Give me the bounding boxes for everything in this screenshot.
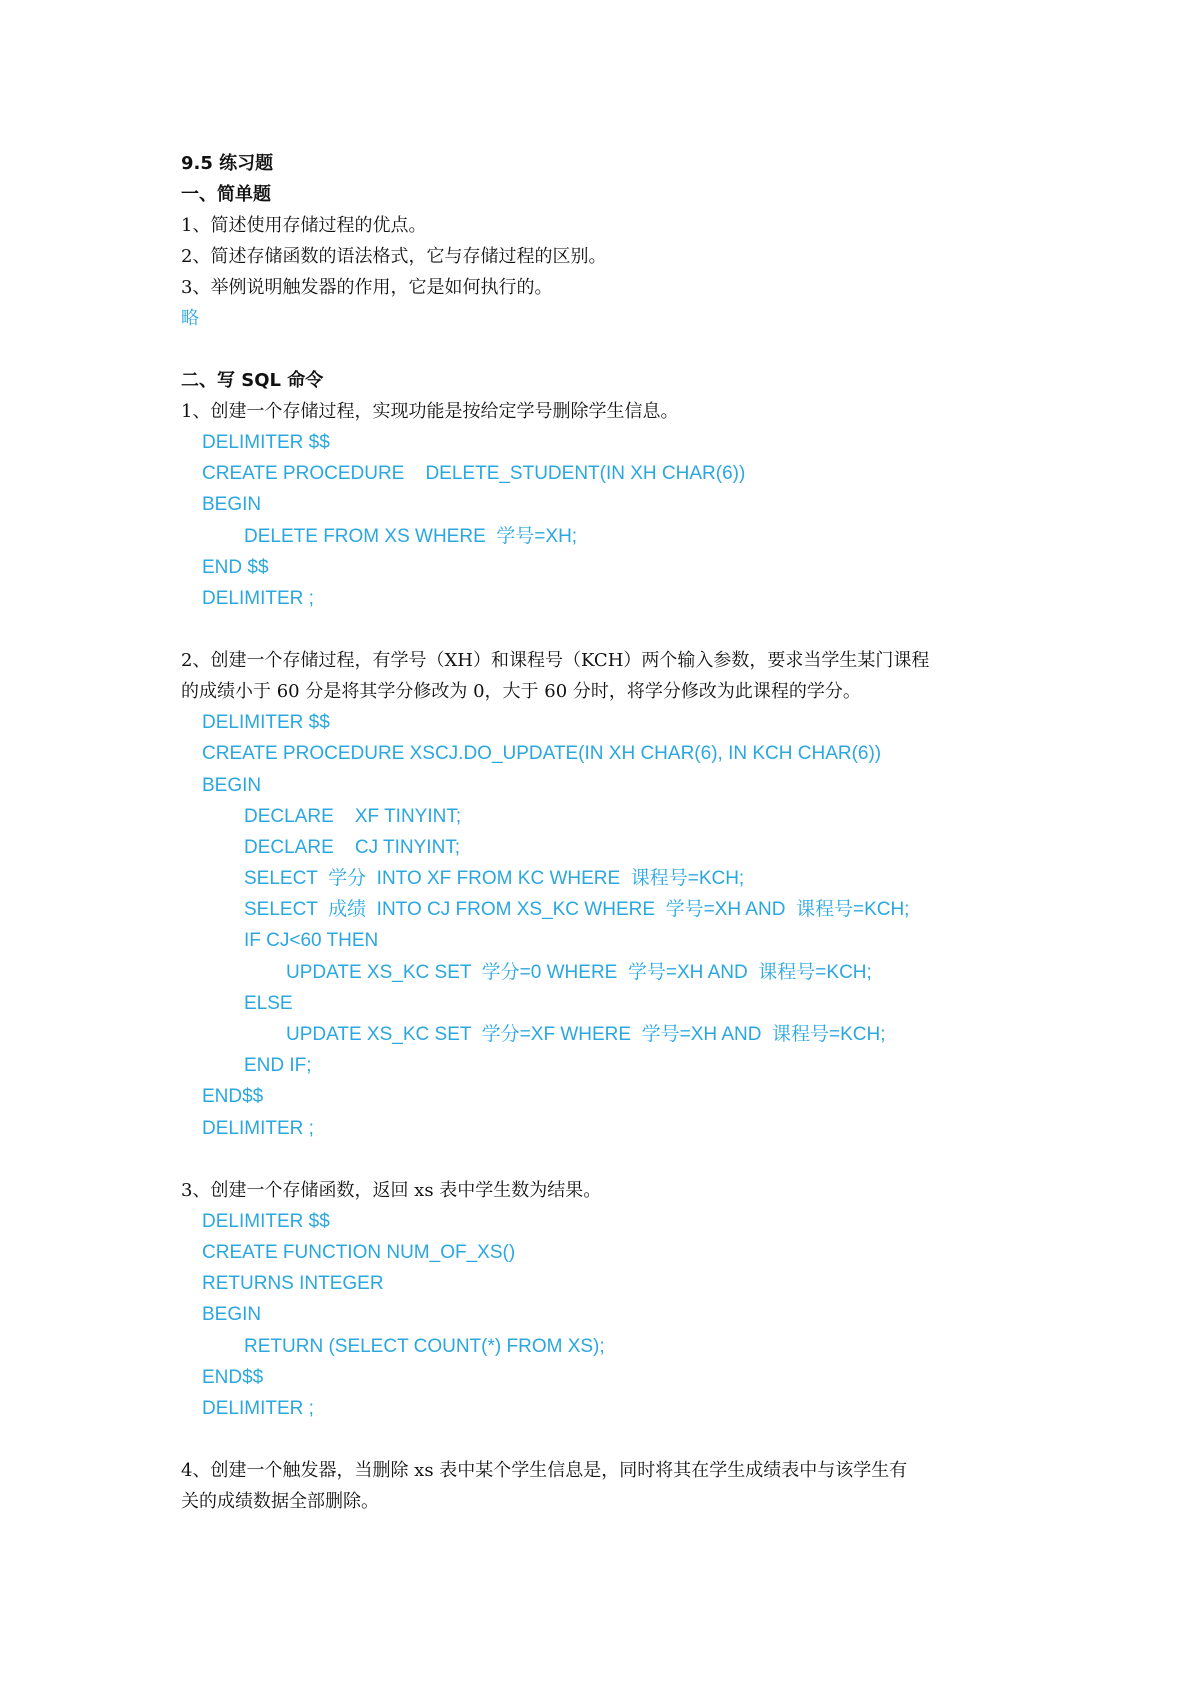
code-line: DECLARE CJ TINYINT; [244,836,461,858]
code-line: RETURN (SELECT COUNT(*) FROM XS); [244,1335,605,1357]
code-line: SELECT 学分 INTO XF FROM KC WHERE 课程号=KCH; [244,868,745,890]
code-line: BEGIN [202,494,262,516]
code-line: IF CJ<60 THEN [244,930,379,952]
code-line: BEGIN [202,1304,262,1326]
code-line: END IF; [244,1055,312,1077]
code-line: DELIMITER $$ [202,712,330,734]
code-line: CREATE PROCEDURE DELETE_STUDENT(IN XH CHAR(6)) [202,463,746,485]
question-2-4-line1: 4、创建一个触发器，当删除 xs 表中某个学生信息是，同时将其在学生成绩表中与该学生有 [181,1460,908,1482]
code-line: DELIMITER ; [202,1397,314,1419]
code-line: CREATE FUNCTION NUM_OF_XS() [202,1241,516,1263]
question-2-1: 1、创建一个存储过程，实现功能是按给定学号删除学生信息。 [181,401,679,422]
code-line: END$$ [202,1366,264,1388]
code-line: DELETE FROM XS WHERE 学号=XH; [244,525,578,547]
spacer [181,614,1021,645]
part2-heading: 二、写 SQL 命令 [181,370,324,391]
code-line: BEGIN [202,774,262,796]
document-content [181,148,1021,1517]
part1-heading: 一、简单题 [181,184,271,205]
code-line: END$$ [202,1086,264,1108]
question-1-3: 3、举例说明触发器的作用，它是如何执行的。 [181,277,553,298]
spacer [181,334,1021,365]
code-line: DELIMITER ; [202,1117,314,1139]
section-title: 9.5 练习题 [181,153,274,174]
code-line: SELECT 成绩 INTO CJ FROM XS_KC WHERE 学号=XH AND 课程号=KCH; [244,899,910,921]
question-2-4-line2: 关的成绩数据全部删除。 [181,1491,379,1513]
code-line: CREATE PROCEDURE XSCJ.DO_UPDATE(IN XH CHAR(6), IN KCH CHAR(6)) [202,743,882,765]
code-line: END $$ [202,556,269,578]
code-line: ELSE [244,992,293,1014]
code-line: DECLARE XF TINYINT; [244,805,462,827]
question-2-3: 3、创建一个存储函数，返回 xs 表中学生数为结果。 [181,1179,602,1201]
question-1-1: 1、简述使用存储过程的优点。 [181,215,427,236]
question-1-2: 2、简述存储函数的语法格式，它与存储过程的区别。 [181,246,607,267]
spacer [181,1424,1021,1455]
code-line: UPDATE XS_KC SET 学分=0 WHERE 学号=XH AND 课程号=KCH; [286,961,872,983]
question-2-2-line2: 的成绩小于 60 分是将其学分修改为 0，大于 60 分时，将学分修改为此课程的学分。 [181,681,861,703]
question-2-2-line1: 2、创建一个存储过程，有学号（XH）和课程号（KCH）两个输入参数，要求当学生某门课程 [181,650,930,672]
spacer [181,1144,1021,1175]
code-line: RETURNS INTEGER [202,1273,384,1295]
code-line: DELIMITER $$ [202,1210,330,1232]
answer-omitted: 略 [181,308,199,329]
code-line: DELIMITER ; [202,587,314,609]
code-line: UPDATE XS_KC SET 学分=XF WHERE 学号=XH AND 课程号=KCH; [286,1024,886,1045]
code-line: DELIMITER $$ [202,432,330,453]
